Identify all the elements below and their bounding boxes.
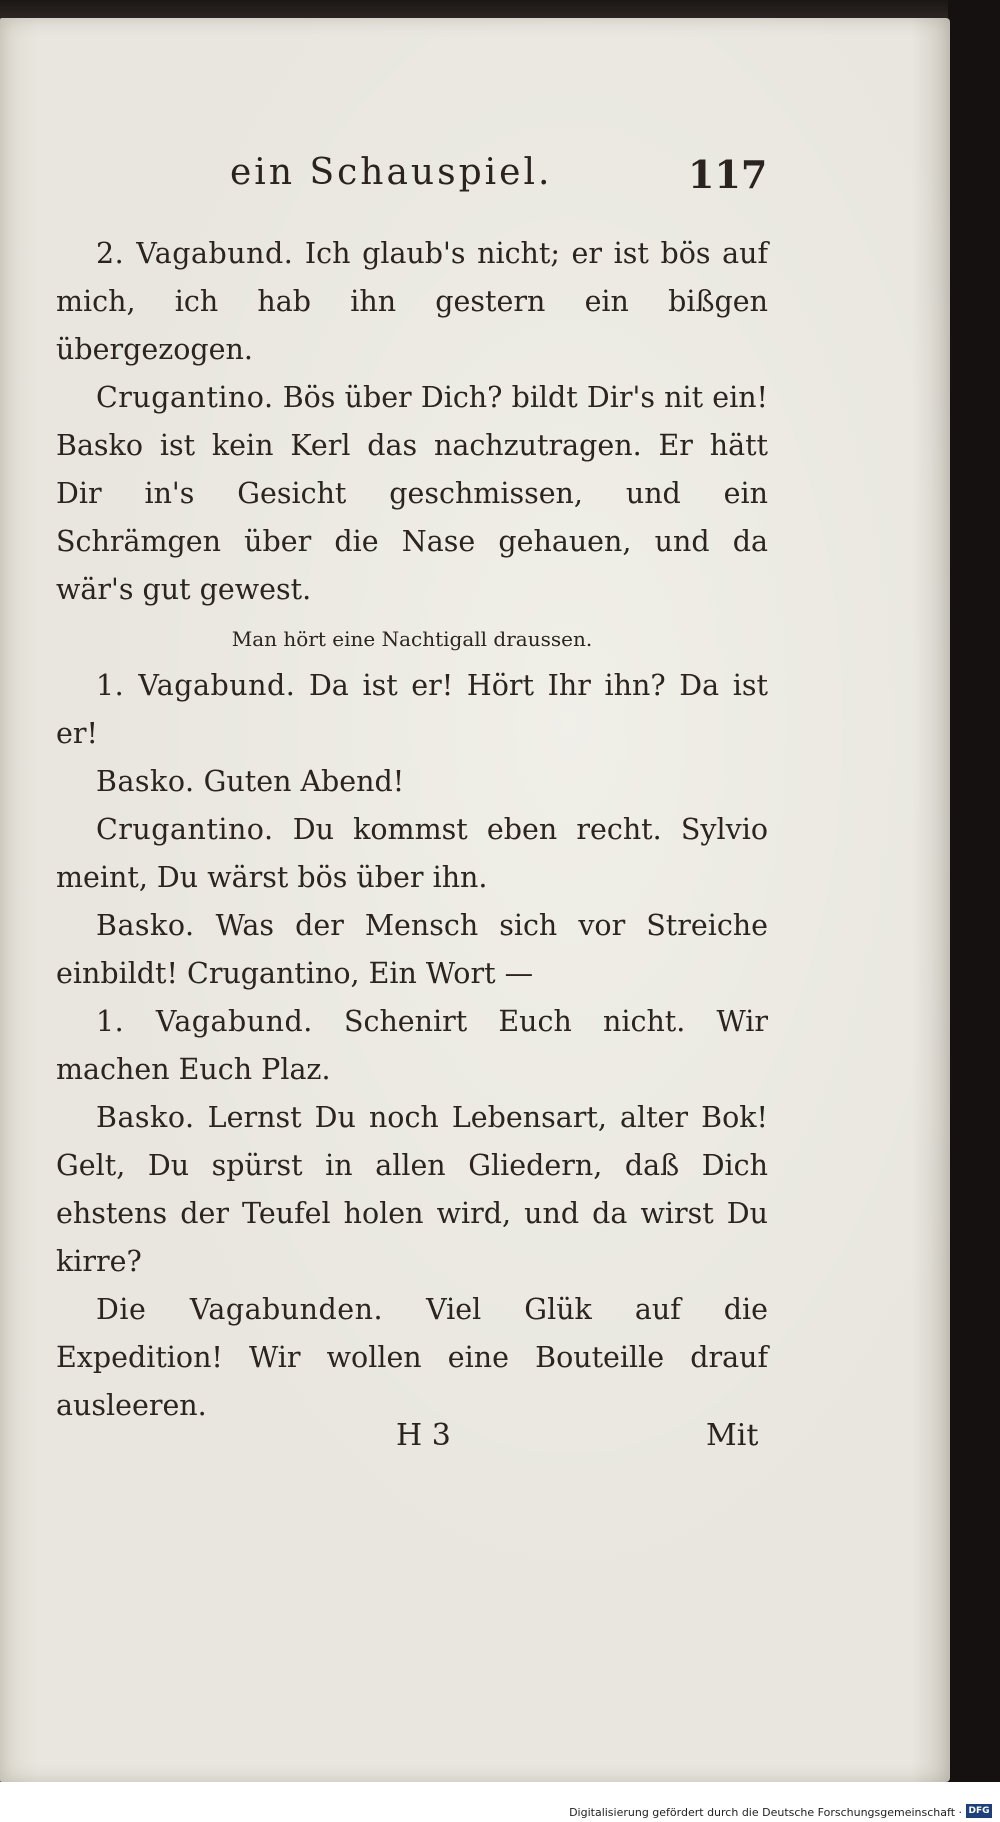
speaker-name: Basko. <box>96 765 195 798</box>
dfg-logo: DFG <box>966 1804 992 1818</box>
speaker-name: Basko. <box>96 1101 195 1134</box>
running-title: ein Schauspiel. <box>230 152 553 193</box>
speaker-name: 2. Vagabund. <box>96 237 294 270</box>
page-number: 117 <box>688 152 768 197</box>
speaker-name: Crugantino. <box>96 813 274 846</box>
speech-text: Du kommst eben recht. Sylvio meint, Du wärst bös über ihn. <box>56 813 768 894</box>
speech-text: Guten Abend! <box>203 765 405 798</box>
speech-text: Was der Mensch sich vor Streiche einbildt! Crugantino, Ein Wort — <box>56 909 769 990</box>
dialogue-paragraph <box>56 230 768 374</box>
stage-direction: Man hört eine Nachtigall draussen. <box>231 627 593 651</box>
dialogue-paragraph <box>56 998 768 1094</box>
catchword: Mit <box>706 1418 759 1453</box>
dialogue-paragraph <box>56 806 768 902</box>
dialogue-paragraph <box>56 758 768 806</box>
page-body <box>56 230 768 1430</box>
speaker-name: Crugantino. <box>96 381 274 414</box>
speech-text: Schenirt Euch nicht. Wir machen Euch Plaz. <box>56 1005 768 1086</box>
speech-text: Lernst Du noch Lebensart, alter Bok! Gelt, Du spürst in allen Gliedern, daß Dich ehstens der Teufel holen wird, und da wirst Du kirre? <box>56 1101 768 1278</box>
speech-text: Da ist er! Hört Ihr ihn? Da ist er! <box>56 669 768 750</box>
dialogue-paragraph <box>56 1286 768 1430</box>
dialogue-paragraph <box>56 902 768 998</box>
speaker-name: 1. Vagabund. <box>96 1005 313 1038</box>
speaker-name: Basko. <box>96 909 195 942</box>
dialogue-paragraph <box>56 662 768 758</box>
speaker-name: Die Vagabunden. <box>96 1293 384 1326</box>
speech-text: Viel Glük auf die Expedition! Wir wollen eine Bouteille drauf ausleeren. <box>56 1293 769 1422</box>
speech-text: Ich glaub's nicht; er ist bös auf mich, ich hab ihn gestern ein bißgen übergezogen. <box>56 237 769 366</box>
signature-mark: H 3 <box>396 1418 451 1453</box>
speaker-name: 1. Vagabund. <box>96 669 296 702</box>
digitization-credit: Digitalisierung gefördert durch die Deutsche Forschungsgemeinschaft · <box>569 1806 962 1819</box>
speech-text: Bös über Dich? bildt Dir's nit ein! Basko ist kein Kerl das nachzutragen. Er hätt Dir in's Gesicht geschmissen, und ein Schrämgen über die Nase gehauen, und da wär's gut gewest. <box>56 381 768 606</box>
scan-edge-right <box>948 0 1000 1800</box>
dialogue-paragraph <box>56 374 768 614</box>
dialogue-paragraph <box>56 1094 768 1286</box>
